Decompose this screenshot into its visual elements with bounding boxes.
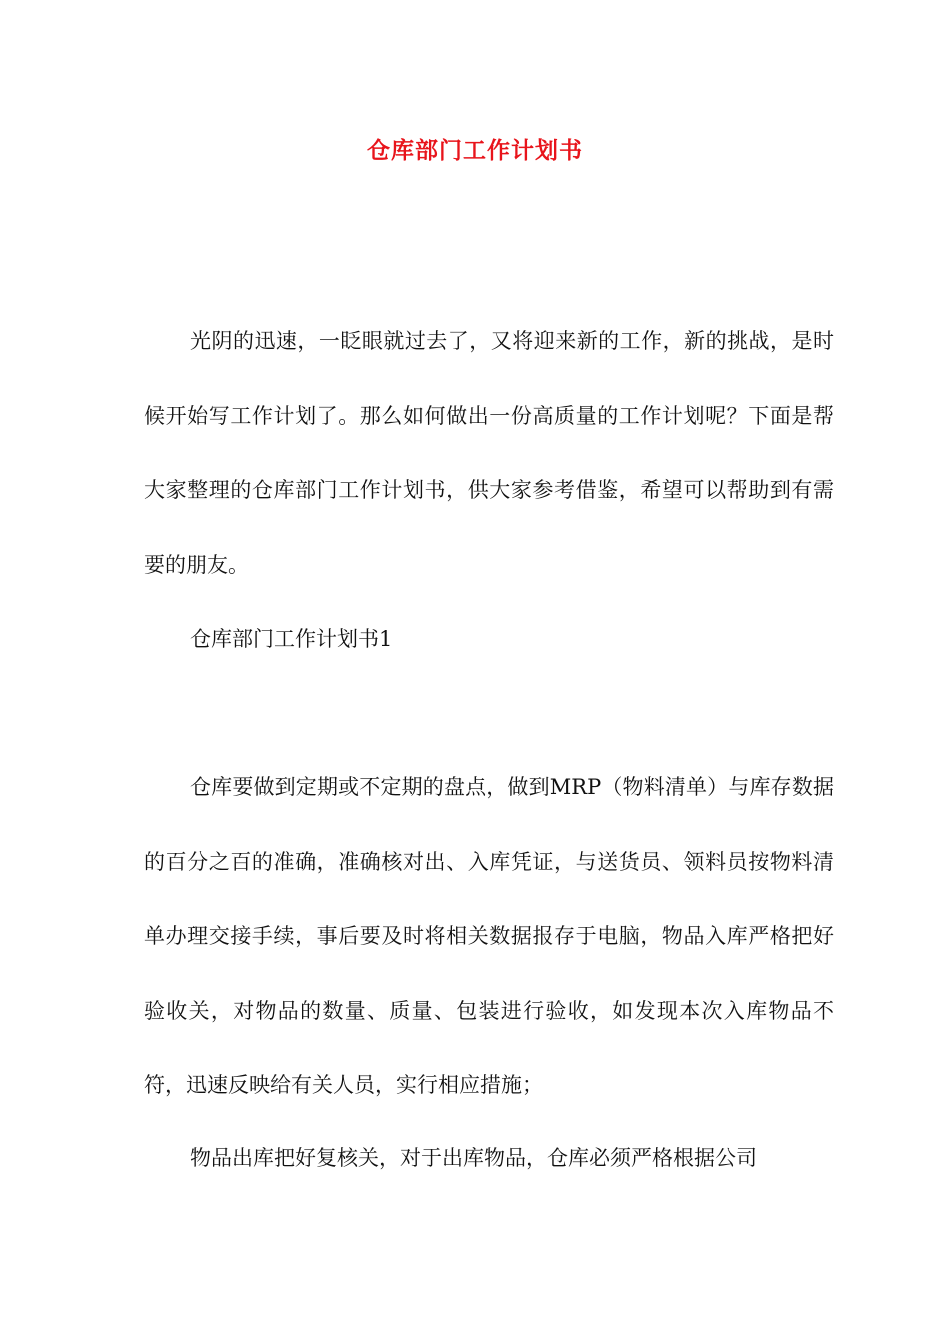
intro-paragraph: 光阴的迅速，一眨眼就过去了，又将迎来新的工作，新的挑战，是时候开始写工作计划了。那么如何做出一份高质量的工作计划呢？下面是帮大家整理的仓库部门工作计划书，供大家参考借鉴，希望可以帮助到有需要的朋友。	[144, 329, 834, 577]
body-paragraph: 物品出库把好复核关，对于出库物品，仓库必须严格根据公司	[190, 1146, 757, 1170]
body-paragraph: 仓库要做到定期或不定期的盘点，做到MRP（物料清单）与库存数据的百分之百的准确，准确核对出、入库凭证，与送货员、领料员按物料清单办理交接手续，事后要及时将相关数据报存于电脑，物品入库严格把好验收关，对物品的数量、质量、包装进行验收，如发现本次入库物品不符，迅速反映给有关人员，实行相应措施；	[144, 775, 834, 1097]
section-heading: 仓库部门工作计划书1	[190, 627, 393, 651]
document-title: 仓库部门工作计划书	[367, 137, 583, 164]
